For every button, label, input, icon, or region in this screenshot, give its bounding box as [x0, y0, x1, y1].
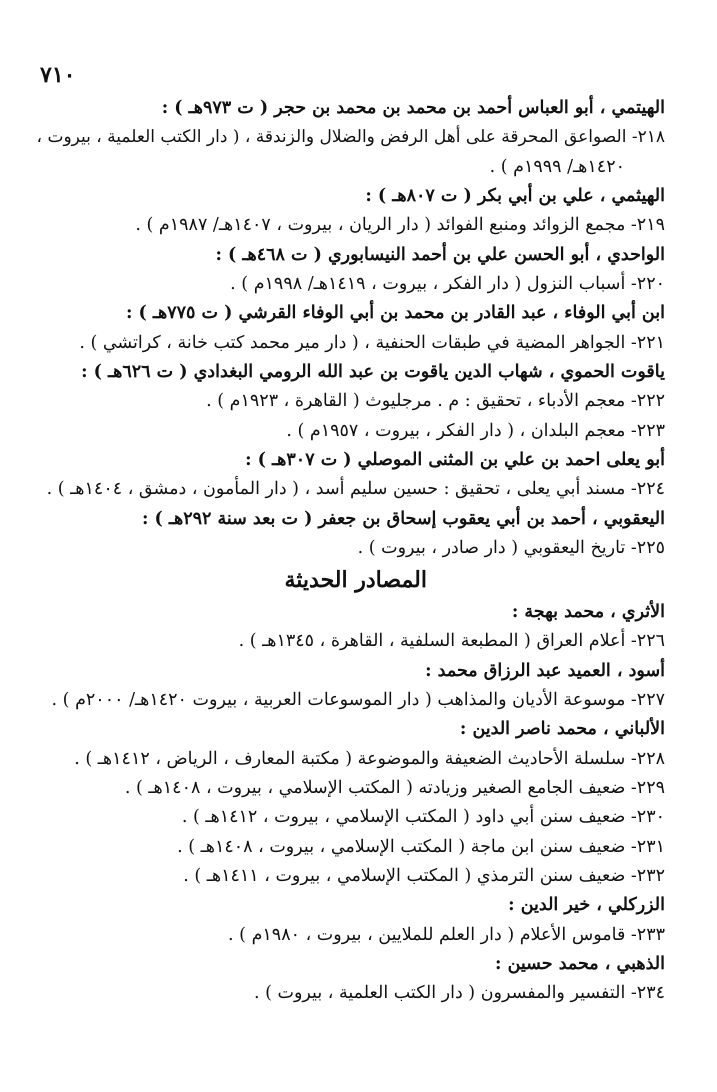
author-heading: الزركلي ، خير الدين :: [508, 895, 665, 915]
bibliography-entry: ٢٣٢- ضعيف سنن الترمذي ( المكتب الإسلامي ، بيروت ، ١٤١١هـ ) .: [183, 866, 665, 886]
bibliography-entry: ٢٣٣- قاموس الأعلام ( دار العلم للملايين ، بيروت ، ١٩٨٠م ) .: [228, 925, 665, 945]
bibliography-entry: ٢٢٥- تاريخ اليعقوبي ( دار صادر ، بيروت ) .: [357, 538, 665, 558]
bibliography-entry: ٢١٨- الصواعق المحرقة على أهل الرفض والضلال والزندقة ، ( دار الكتب العلمية ، بيروت ،: [36, 127, 665, 147]
author-heading: الأثري ، محمد بهجة :: [511, 602, 665, 622]
bibliography-entry: ٢٣٤- التفسير والمفسرون ( دار الكتب العلمية ، بيروت ) .: [253, 983, 665, 1003]
bibliography-entry: ٢٢١- الجواهر المضية في طبقات الحنفية ، ( دار مير محمد كتب خانة ، كراتشي ) .: [79, 333, 665, 353]
bibliography-entry: ٢٢٤- مسند أبي يعلى ، تحقيق : حسين سليم أسد ، ( دار المأمون ، دمشق ، ١٤٠٤هـ ) .: [46, 479, 665, 499]
section-title: المصادر الحديثة: [284, 567, 427, 593]
author-heading: ابن أبي الوفاء ، عبد القادر بن محمد بن أبي الوفاء القرشي ( ت ٧٧٥هـ ) :: [125, 303, 665, 323]
bibliography-entry: ٢٢٣- معجم البلدان ، ( دار الفكر ، بيروت ، ١٩٥٧م ) .: [286, 421, 665, 441]
author-heading: اليعقوبي ، أحمد بن أبي يعقوب إسحاق بن جعفر ( ت بعد سنة ٢٩٢هـ ) :: [141, 509, 665, 529]
author-heading: الذهبي ، محمد حسين :: [495, 954, 665, 974]
author-heading: الهيثمي ، علي بن أبي بكر ( ت ٨٠٧هـ ) :: [365, 186, 665, 206]
author-heading: أبو يعلى احمد بن علي بن المثنى الموصلي ( ت ٣٠٧هـ ) :: [245, 450, 665, 470]
bibliography-entry: ٢١٩- مجمع الزوائد ومنبع الفوائد ( دار الريان ، بيروت ، ١٤٠٧هـ/ ١٩٨٧م ) .: [135, 215, 665, 235]
author-heading: الألباني ، محمد ناصر الدين :: [459, 719, 665, 739]
bibliography-entry: ٢٢٨- سلسلة الأحاديث الضعيفة والموضوعة ( مكتبة المعارف ، الرياض ، ١٤١٢هـ ) .: [74, 749, 665, 769]
author-heading: الهيتمي ، أبو العباس أحمد بن محمد بن محمد بن حجر ( ت ٩٧٣هـ ) :: [161, 98, 665, 118]
bibliography-entry: ٢٢٢- معجم الأدباء ، تحقيق : م . مرجليوث ( القاهرة ، ١٩٢٣م ) .: [206, 391, 665, 411]
bibliography-entry: ٢٢٧- موسوعة الأديان والمذاهب ( دار الموسوعات العربية ، بيروت ١٤٢٠هـ/ ٢٠٠٠م ) .: [51, 690, 665, 710]
bibliography-entry: ٢٢٩- ضعيف الجامع الصغير وزيادته ( المكتب الإسلامي ، بيروت ، ١٤٠٨هـ ) .: [124, 778, 665, 798]
bibliography-entry-continuation: ١٤٢٠هـ/ ١٩٩٩م ) .: [489, 157, 625, 177]
bibliography-entry: ٢٣١- ضعيف سنن ابن ماجة ( المكتب الإسلامي ، بيروت ، ١٤٠٨هـ ) .: [177, 837, 665, 857]
page-number: ٧١٠: [40, 62, 76, 88]
author-heading: الواحدي ، أبو الحسن علي بن أحمد النيسابوري ( ت ٤٦٨هـ ) :: [215, 245, 665, 265]
bibliography-entry: ٢٢٦- أعلام العراق ( المطبعة السلفية ، القاهرة ، ١٣٤٥هـ ) .: [238, 631, 665, 651]
author-heading: ياقوت الحموي ، شهاب الدين ياقوت بن عبد الله الرومي البغدادي ( ت ٦٢٦هـ ) :: [81, 362, 665, 382]
bibliography-entry: ٢٣٠- ضعيف سنن أبي داود ( المكتب الإسلامي ، بيروت ، ١٤١٢هـ ) .: [181, 807, 665, 827]
author-heading: أسود ، العميد عبد الرزاق محمد :: [425, 661, 665, 681]
bibliography-entry: ٢٢٠- أسباب النزول ( دار الفكر ، بيروت ، ١٤١٩هـ/ ١٩٩٨م ) .: [230, 274, 665, 294]
